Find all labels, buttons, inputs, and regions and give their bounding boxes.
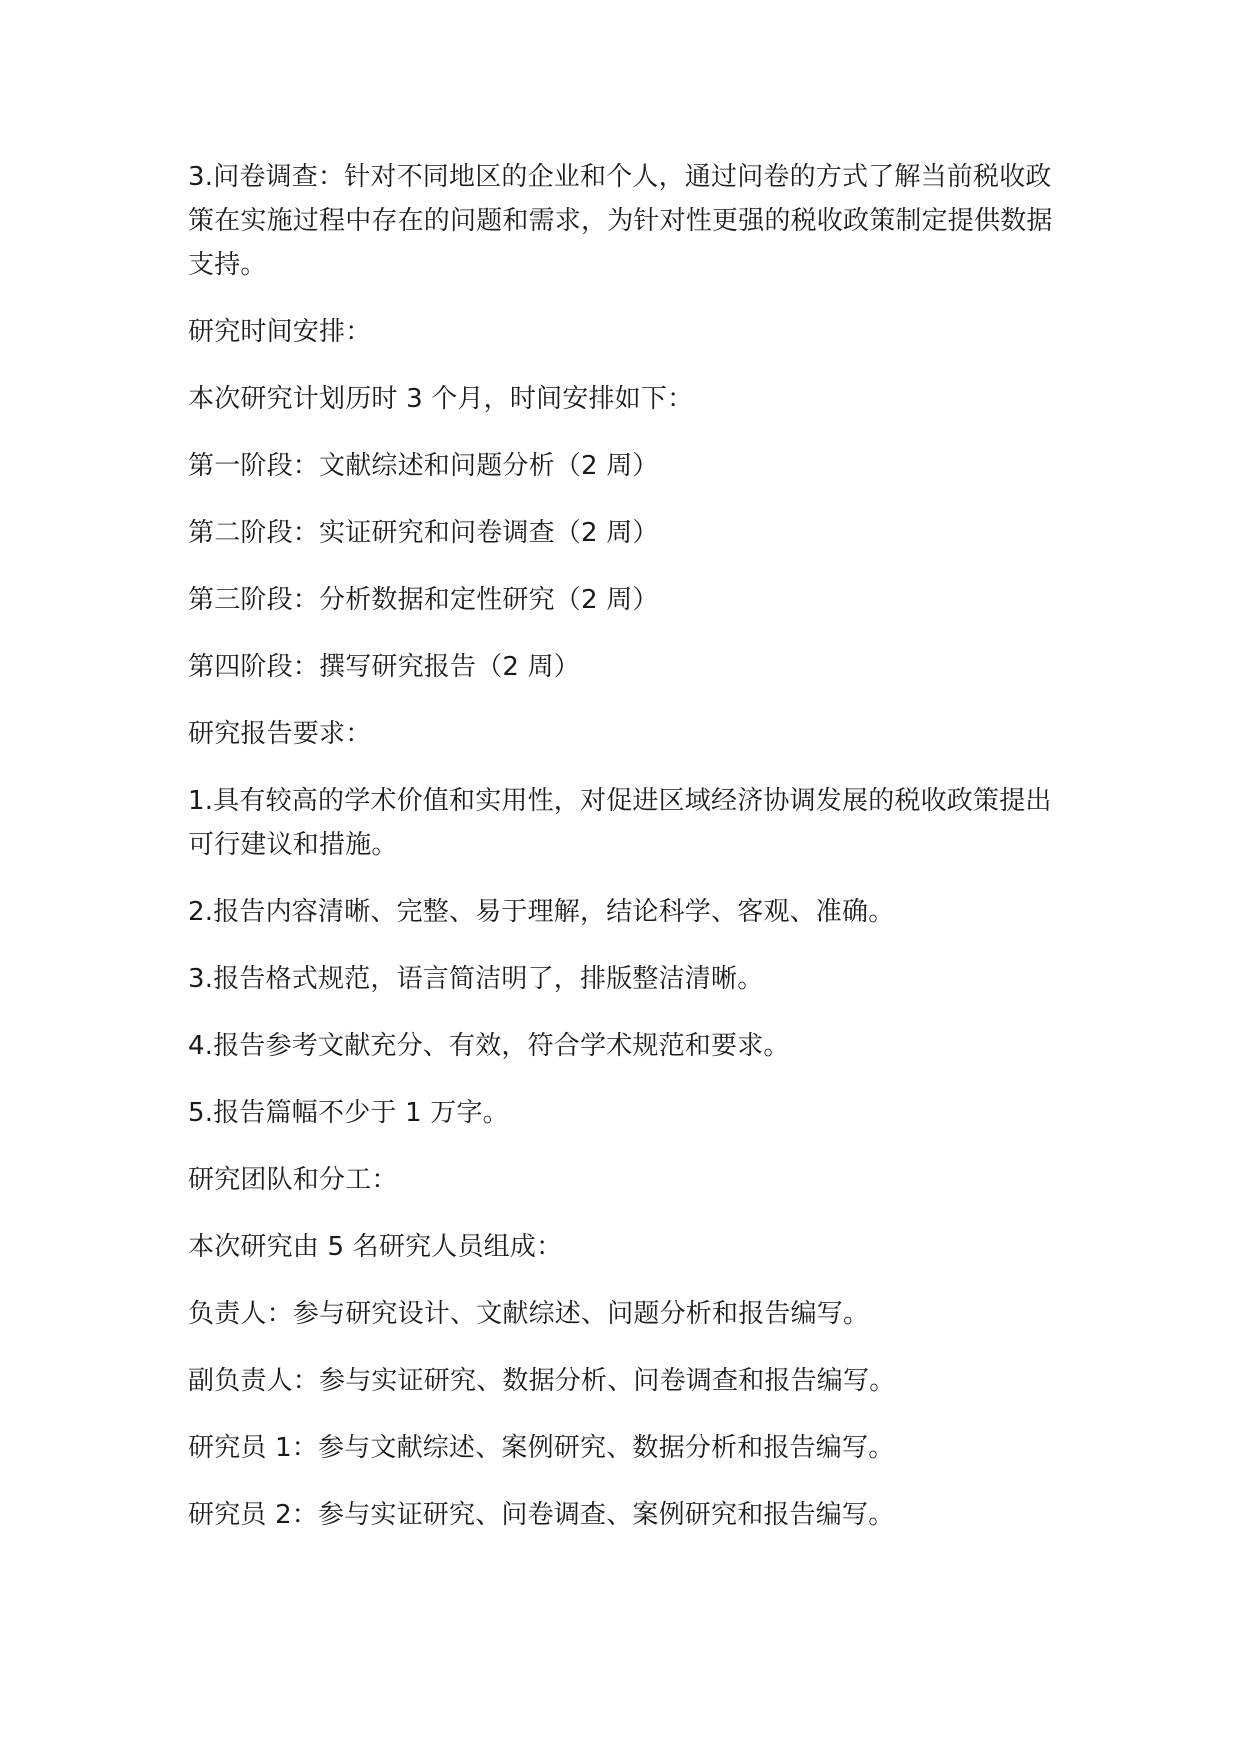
document-body — [188, 155, 1068, 1560]
paragraph-phase-4: 第四阶段：撰写研究报告（2 周） — [188, 652, 581, 682]
paragraph-phase-2: 第二阶段：实证研究和问卷调查（2 周） — [188, 518, 659, 548]
paragraph-team-lead: 负责人：参与研究设计、文献综述、问题分析和报告编写。 — [188, 1299, 870, 1329]
paragraph-requirement-1: 1.具有较高的学术价值和实用性，对促进区域经济协调发展的税收政策提出可行建议和措施。 — [188, 786, 1052, 860]
paragraph-phase-3: 第三阶段：分析数据和定性研究（2 周） — [188, 585, 659, 615]
paragraph-team-researcher-1: 研究员 1：参与文献综述、案例研究、数据分析和报告编写。 — [188, 1433, 895, 1463]
paragraph-requirement-5: 5.报告篇幅不少于 1 万字。 — [188, 1098, 509, 1128]
paragraph-requirement-2: 2.报告内容清晰、完整、易于理解，结论科学、客观、准确。 — [188, 897, 895, 927]
heading-research-team: 研究团队和分工： — [188, 1165, 398, 1195]
paragraph-team-researcher-2: 研究员 2：参与实证研究、问卷调查、案例研究和报告编写。 — [188, 1500, 895, 1530]
paragraph-team-deputy: 副负责人：参与实证研究、数据分析、问卷调查和报告编写。 — [188, 1366, 896, 1396]
paragraph-phase-1: 第一阶段：文献综述和问题分析（2 周） — [188, 451, 659, 481]
paragraph-requirement-3: 3.报告格式规范，语言简洁明了，排版整洁清晰。 — [188, 964, 764, 994]
paragraph-team-intro: 本次研究由 5 名研究人员组成： — [188, 1232, 563, 1262]
heading-research-schedule: 研究时间安排： — [188, 317, 372, 347]
heading-report-requirements: 研究报告要求： — [188, 719, 372, 749]
paragraph-schedule-intro: 本次研究计划历时 3 个月，时间安排如下： — [188, 384, 694, 414]
paragraph-survey-method: 3.问卷调查：针对不同地区的企业和个人，通过问卷的方式了解当前税收政策在实施过程中存在的问题和需求，为针对性更强的税收政策制定提供数据支持。 — [188, 162, 1053, 280]
paragraph-requirement-4: 4.报告参考文献充分、有效，符合学术规范和要求。 — [188, 1031, 790, 1061]
